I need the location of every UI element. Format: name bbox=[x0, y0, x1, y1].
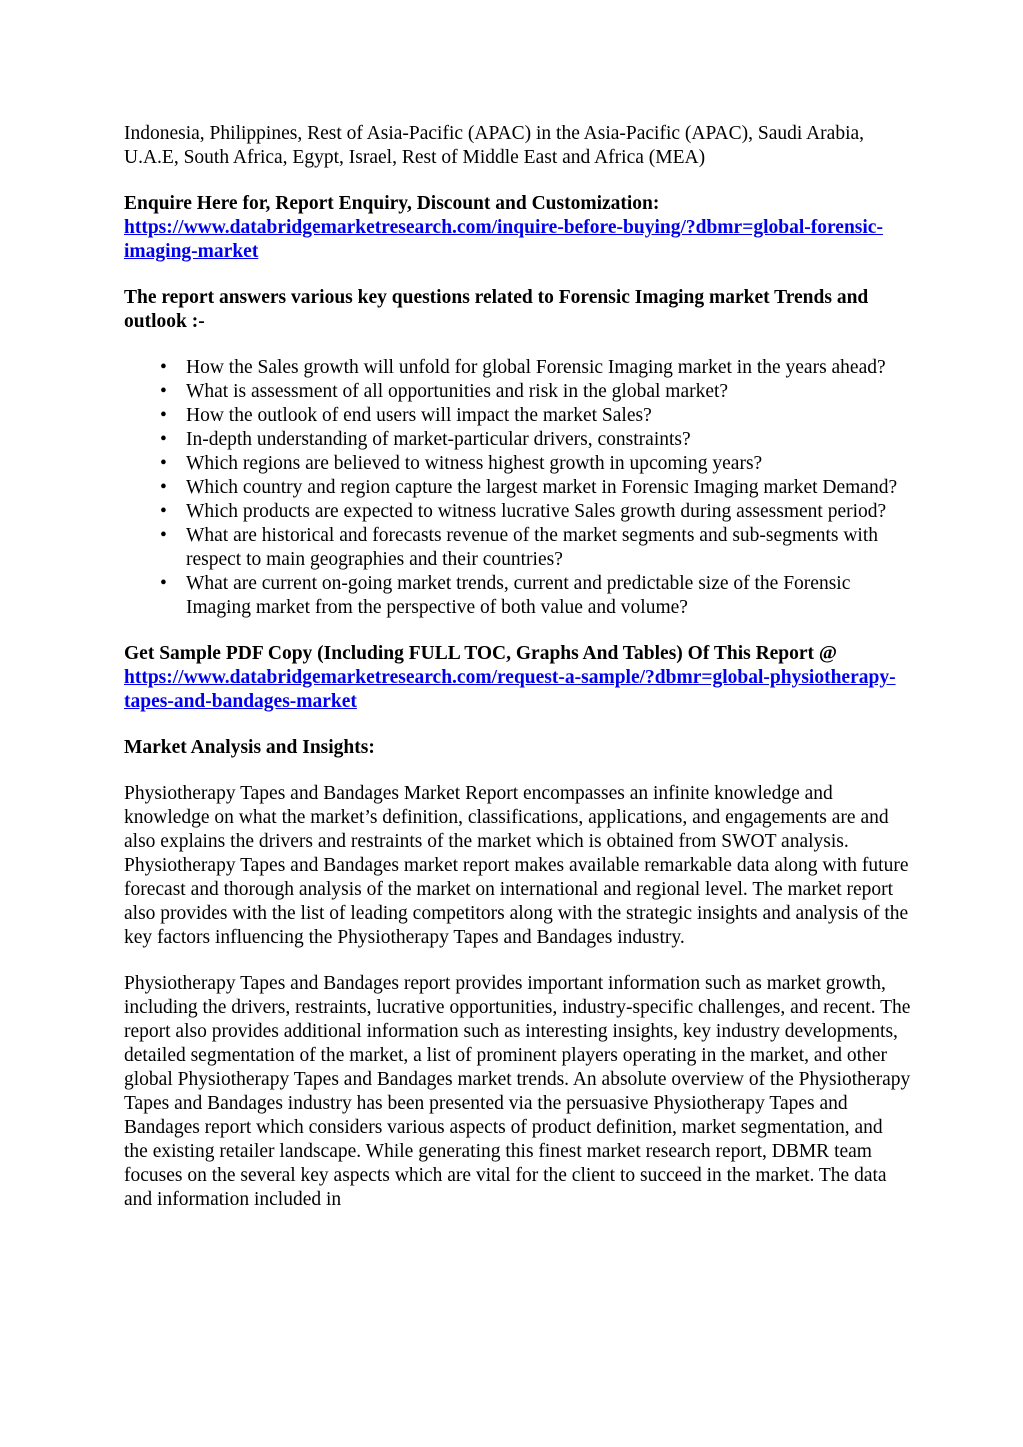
analysis-paragraph-2: Physiotherapy Tapes and Bandages report provides important information such as market growth, including the drivers, restraints, lucrative opportunities, industry-specific challenges, and recent. The report also provides additional information such as interesting insights, key industry developments, detailed segmentation of the market, a list of prominent players operating in the market, and other global Physiotherapy Tapes and Bandages market trends. An absolute overview of the Physiotherapy Tapes and Bandages industry has been presented via the persuasive Physiotherapy Tapes and Bandages report which considers various aspects of product definition, market segmentation, and the existing retailer landscape. While generating this finest market research report, DBMR team focuses on the several key aspects which are vital for the client to succeed in the market. The data and information included in bbox=[124, 973, 911, 1210]
bullet-icon: • bbox=[160, 381, 167, 402]
question-item bbox=[160, 428, 911, 452]
question-item bbox=[160, 524, 911, 572]
question-item bbox=[160, 380, 911, 404]
question-text: What are historical and forecasts revenue of the market segments and sub-segments with respect to main geographies and their countries? bbox=[186, 525, 879, 570]
sample-label: Get Sample PDF Copy (Including FULL TOC, Graphs And Tables) Of This Report @ bbox=[124, 643, 838, 664]
questions-heading: The report answers various key questions related to Forensic Imaging market Trends and outlook :- bbox=[124, 287, 869, 332]
question-text: How the outlook of end users will impact the market Sales? bbox=[186, 405, 652, 426]
sample-block bbox=[124, 642, 911, 714]
bullet-icon: • bbox=[160, 405, 167, 426]
bullet-icon: • bbox=[160, 501, 167, 522]
intro-text: Indonesia, Philippines, Rest of Asia-Pacific (APAC) in the Asia-Pacific (APAC), Saudi Arabia, U.A.E, South Africa, Egypt, Israel, Rest of Middle East and Africa (MEA) bbox=[124, 123, 865, 168]
question-text: How the Sales growth will unfold for global Forensic Imaging market in the years ahead? bbox=[186, 357, 886, 378]
question-item bbox=[160, 452, 911, 476]
question-text: Which regions are believed to witness highest growth in upcoming years? bbox=[186, 453, 763, 474]
bullet-icon: • bbox=[160, 453, 167, 474]
bullet-icon: • bbox=[160, 429, 167, 450]
question-text: In-depth understanding of market-particular drivers, constraints? bbox=[186, 429, 691, 450]
bullet-icon: • bbox=[160, 357, 167, 378]
question-text: Which products are expected to witness lucrative Sales growth during assessment period? bbox=[186, 501, 887, 522]
bullet-icon: • bbox=[160, 573, 167, 594]
question-item bbox=[160, 404, 911, 428]
question-item bbox=[160, 476, 911, 500]
enquire-link[interactable]: https://www.databridgemarketresearch.com/inquire-before-buying/?dbmr=global-forensic-imaging-market bbox=[124, 217, 883, 262]
question-item bbox=[160, 356, 911, 380]
question-item bbox=[160, 572, 911, 620]
question-text: Which country and region capture the largest market in Forensic Imaging market Demand? bbox=[186, 477, 898, 498]
enquire-block bbox=[124, 192, 911, 264]
analysis-paragraph-1: Physiotherapy Tapes and Bandages Market Report encompasses an infinite knowledge and knowledge on what the market’s definition, classifications, applications, and engagements are and also explains the drivers and restraints of the market which is obtained from SWOT analysis. Physiotherapy Tapes and Bandages market report makes available remarkable data along with future forecast and thorough analysis of the market on international and regional level. The market report also provides with the list of leading competitors along with the strategic insights and analysis of the key factors influencing the Physiotherapy Tapes and Bandages industry. bbox=[124, 783, 909, 948]
analysis-heading: Market Analysis and Insights: bbox=[124, 737, 375, 758]
sample-link[interactable]: https://www.databridgemarketresearch.com/request-a-sample/?dbmr=global-physiotherapy-tapes-and-bandages-market bbox=[124, 667, 896, 712]
bullet-icon: • bbox=[160, 477, 167, 498]
enquire-label: Enquire Here for, Report Enquiry, Discount and Customization: bbox=[124, 193, 660, 214]
question-text: What are current on-going market trends, current and predictable size of the Forensic Imaging market from the perspective of both value and volume? bbox=[186, 573, 851, 618]
questions-list bbox=[124, 356, 911, 620]
bullet-icon: • bbox=[160, 525, 167, 546]
question-item bbox=[160, 500, 911, 524]
question-text: What is assessment of all opportunities and risk in the global market? bbox=[186, 381, 729, 402]
